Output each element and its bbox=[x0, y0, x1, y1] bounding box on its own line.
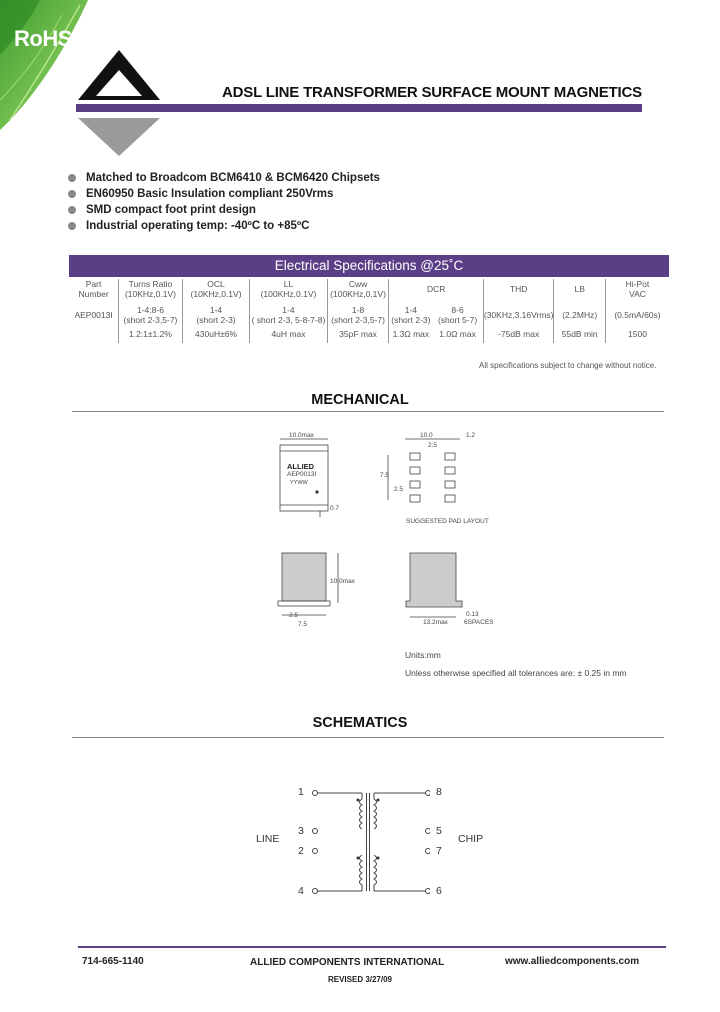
revision-date: REVISED 3/27/09 bbox=[327, 975, 393, 984]
pad-dim-7-5: 7.5 bbox=[380, 472, 390, 479]
section-rule bbox=[72, 411, 664, 412]
schematics-title: SCHEMATICS bbox=[312, 715, 408, 731]
bullet-icon bbox=[68, 174, 76, 182]
pin-6: 6 bbox=[436, 885, 442, 897]
label-date: YYWW bbox=[290, 480, 308, 486]
feature-item: Industrial operating temp: -40ºC to +85ºC bbox=[68, 218, 380, 234]
rohs-badge: RoHS bbox=[14, 26, 72, 51]
feature-item: SMD compact foot print design bbox=[68, 202, 380, 218]
dim-spaces: 6SPACES bbox=[464, 619, 494, 626]
footer-company: ALLIED COMPONENTS INTERNATIONAL bbox=[250, 957, 445, 968]
footer-phone: 714-665-1140 bbox=[82, 956, 144, 967]
pin-2: 2 bbox=[298, 845, 304, 857]
line-side-label: LINE bbox=[256, 833, 280, 845]
chip-side-label: CHIP bbox=[458, 833, 484, 845]
spec-table-title: Electrical Specifications @25˚C bbox=[69, 255, 669, 277]
table-row: 1.2:1±1.2% 430uH±6% 4uH max 35pF max 1.3Ω max 1.0Ω max -75dB max 55dB min 1500 bbox=[69, 325, 669, 343]
feature-list bbox=[68, 170, 380, 234]
dim-7-5-side: 7.5 bbox=[298, 621, 308, 628]
pad-dim-2-5: 2.5 bbox=[428, 442, 438, 449]
spec-note: All specifications subject to change without notice. bbox=[479, 361, 657, 370]
mechanical-drawing bbox=[270, 425, 500, 635]
pin-5: 5 bbox=[436, 825, 442, 837]
footer-website-link[interactable]: www.alliedcomponents.com bbox=[505, 956, 640, 967]
pin-4: 4 bbox=[298, 885, 304, 897]
dim-top-width: 10.0max bbox=[289, 432, 314, 439]
section-rule bbox=[72, 737, 664, 738]
bullet-icon bbox=[68, 206, 76, 214]
pad-dim-2-5b: 2.5 bbox=[394, 486, 404, 493]
pin-1: 1 bbox=[298, 786, 304, 798]
mechanical-title: MECHANICAL bbox=[311, 392, 409, 408]
pad-layout-caption: SUGGESTED PAD LAYOUT bbox=[406, 518, 489, 525]
dim-width: 13.2max bbox=[423, 619, 448, 626]
pin-7: 7 bbox=[436, 845, 442, 857]
pad-dim-1-2: 1.2 bbox=[466, 432, 476, 439]
pin-8: 8 bbox=[436, 786, 442, 798]
page-title: ADSL LINE TRANSFORMER SURFACE MOUNT MAGNETICS bbox=[222, 84, 642, 101]
feature-item: Matched to Broadcom BCM6410 & BCM6420 Chipsets bbox=[68, 170, 380, 186]
spec-table: Part Turns Ratio OCL LL Cww DCR THD LB Hi-Pot Number (10KHz,0.1V) (10KHz,0.1V) (100KHz,0.1V) (100KHz,0.1V) VAC AEP0013I 1-4:8-6 1-4 1-4 1-8 1-4 8-6 (30KHz,3.16Vrms) (2.2MHz) (0.5mA/60s) (short 2-3,5-7) (short 2-3) ( short 2-3, 5-8-7-8) (short 2-3,5-7) (short 2-3) (short 5-7) 1.2:1±1.2% 430uH±6% 4uH max 35pF max 1.3Ω max 1.0Ω max -75dB max 55dB min 1500 bbox=[69, 279, 669, 343]
label-brand: ALLIED bbox=[287, 462, 315, 471]
dim-0-13: 0.13 bbox=[466, 611, 479, 618]
pad-dim-10: 10.0 bbox=[420, 432, 433, 439]
footer-rule bbox=[78, 946, 666, 948]
bullet-icon bbox=[68, 222, 76, 230]
pin-3: 3 bbox=[298, 825, 304, 837]
feature-item: EN60950 Basic Insulation compliant 250Vrms bbox=[68, 186, 380, 202]
dim-height: 10.0max bbox=[330, 578, 355, 585]
dim-2-5-side: 2.5 bbox=[289, 612, 299, 619]
schematic-diagram bbox=[300, 780, 430, 910]
title-underline bbox=[76, 104, 642, 112]
bullet-icon bbox=[68, 190, 76, 198]
dim-0-7: 0.7 bbox=[330, 505, 340, 512]
col-part-header: Part bbox=[85, 279, 102, 289]
tolerance-note: Unless otherwise specified all tolerances are: ± 0.25 in mm bbox=[405, 668, 627, 678]
units-note: Units:mm bbox=[405, 650, 441, 660]
part-number: AEP0013I bbox=[74, 310, 113, 320]
label-part: AEP0013I bbox=[287, 471, 317, 478]
